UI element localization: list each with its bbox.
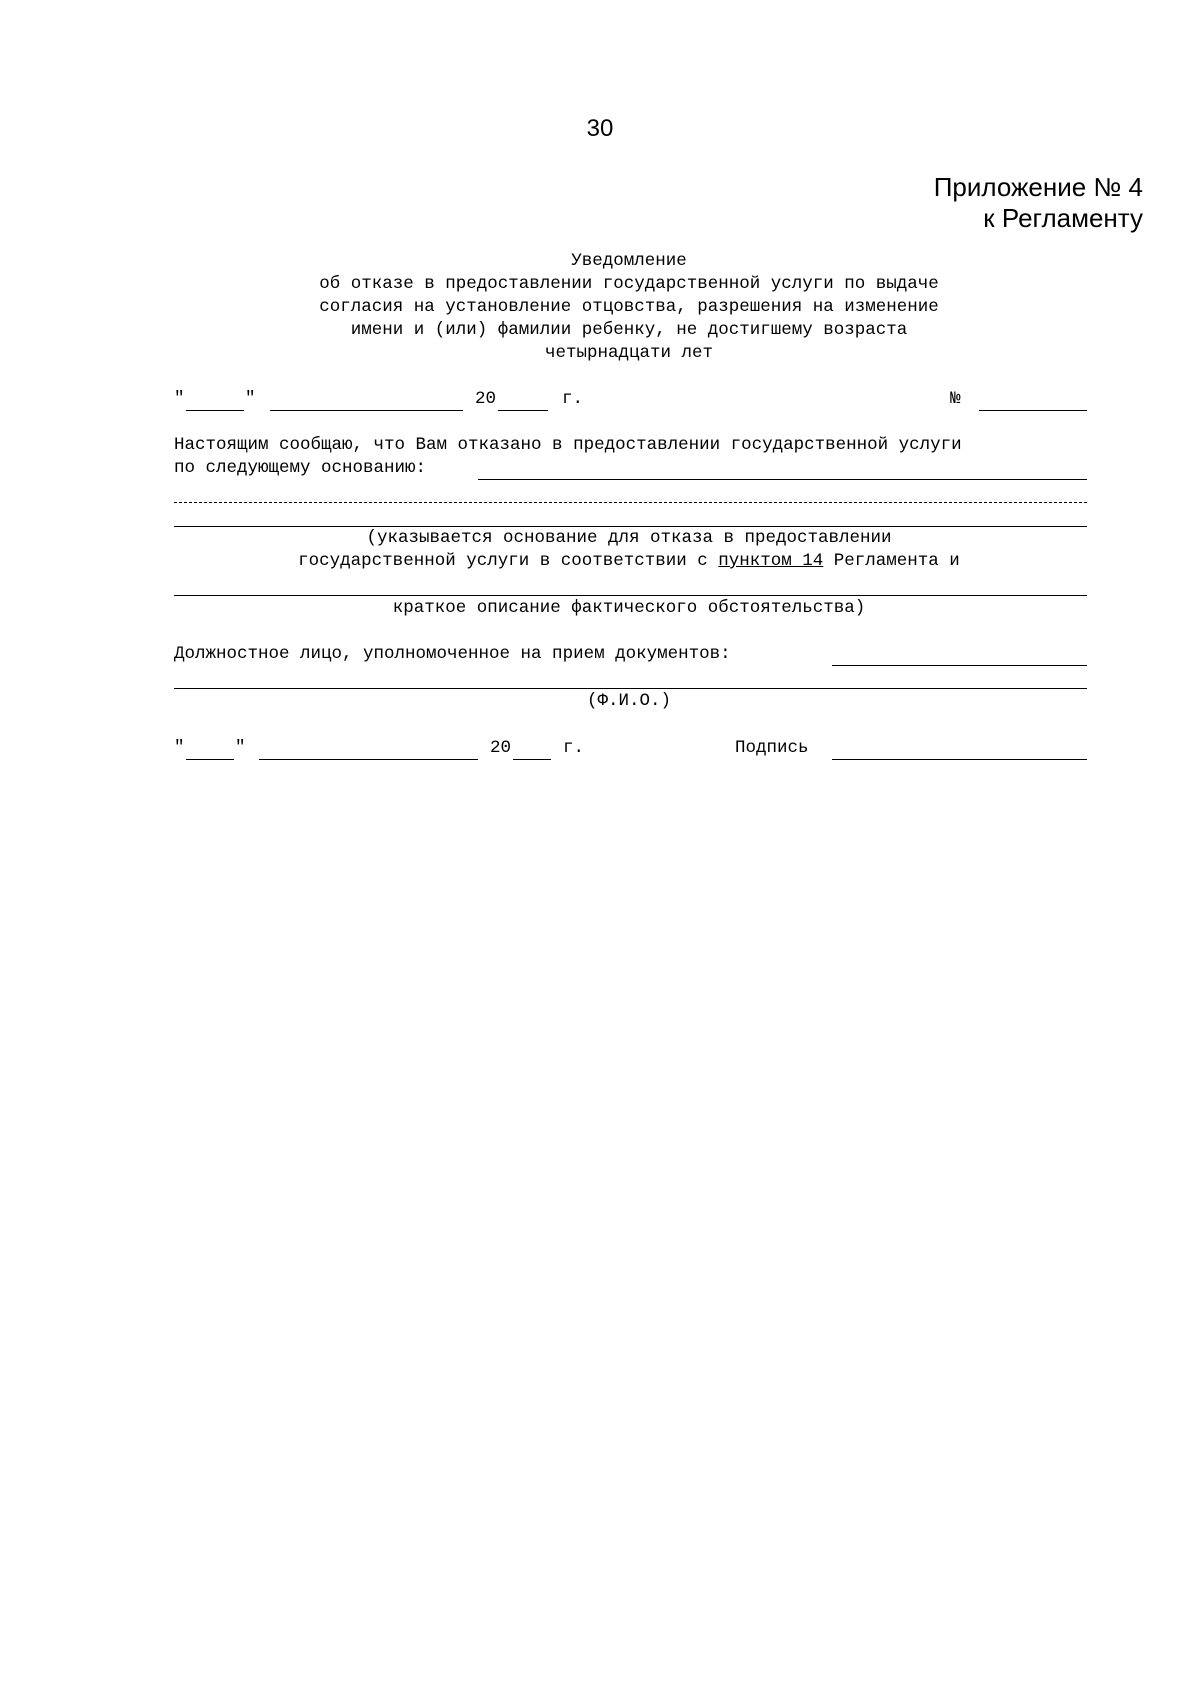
official-field-line-1[interactable]	[832, 665, 1087, 666]
hint-line-2-prefix: государственной услуги в соответствии с	[298, 551, 719, 571]
signature-date-month-field[interactable]	[259, 759, 478, 760]
reason-field-line-1[interactable]	[478, 479, 1087, 480]
number-sign: №	[950, 389, 961, 409]
official-label: Должностное лицо, уполномоченное на прием документов:	[174, 644, 731, 664]
hint-line-2-suffix: Регламента и	[823, 551, 960, 571]
hint-line-2	[174, 550, 1084, 573]
signature-date-year-suffix: г.	[563, 738, 585, 758]
date-year-field[interactable]	[498, 410, 548, 411]
date-year-suffix: г.	[562, 389, 584, 409]
signature-date-day-field[interactable]	[186, 759, 234, 760]
notice-subtitle-line-2: согласия на установление отцовства, разрешения на изменение	[319, 297, 939, 317]
regulation-point-14-link[interactable]: пунктом 14	[718, 551, 824, 571]
signature-date-year-field[interactable]	[513, 759, 551, 760]
body-text-line-1: Настоящим сообщаю, что Вам отказано в предоставлении государственной услуги	[174, 435, 962, 455]
fio-caption: (Ф.И.О.)	[586, 691, 671, 711]
notice-subtitle-line-3: имени и (или) фамилии ребенку, не достигшему возраста	[350, 320, 908, 340]
signature-date-quote-open: "	[174, 738, 185, 758]
notice-number-field[interactable]	[979, 410, 1087, 411]
signature-date-year-prefix: 20	[490, 738, 512, 758]
date-quote-close: "	[245, 389, 256, 409]
body-text-line-2: по следующему основанию:	[174, 458, 427, 478]
notice-title: Уведомление	[571, 251, 687, 271]
hint-line-3: краткое описание фактического обстоятельства)	[392, 598, 866, 618]
official-field-line-2[interactable]	[174, 688, 1087, 689]
date-month-field[interactable]	[270, 410, 463, 411]
appendix-title: Приложение № 4	[933, 172, 1143, 202]
notice-subtitle-line-1: об отказе в предоставлении государственной услуги по выдаче	[319, 274, 939, 294]
page-number: 30	[586, 115, 614, 142]
signature-label: Подпись	[735, 738, 809, 758]
appendix-reference: к Регламенту	[983, 203, 1143, 233]
reason-field-line-4[interactable]	[174, 595, 1087, 596]
notice-subtitle-line-4: четырнадцати лет	[544, 343, 714, 363]
reason-field-line-2[interactable]	[174, 502, 1087, 503]
date-year-prefix: 20	[475, 389, 497, 409]
date-day-field[interactable]	[186, 410, 244, 411]
date-quote-open: "	[174, 389, 185, 409]
signature-date-quote-close: "	[235, 738, 246, 758]
signature-field[interactable]	[832, 759, 1087, 760]
hint-line-1: (указывается основание для отказа в предоставлении	[366, 528, 892, 548]
